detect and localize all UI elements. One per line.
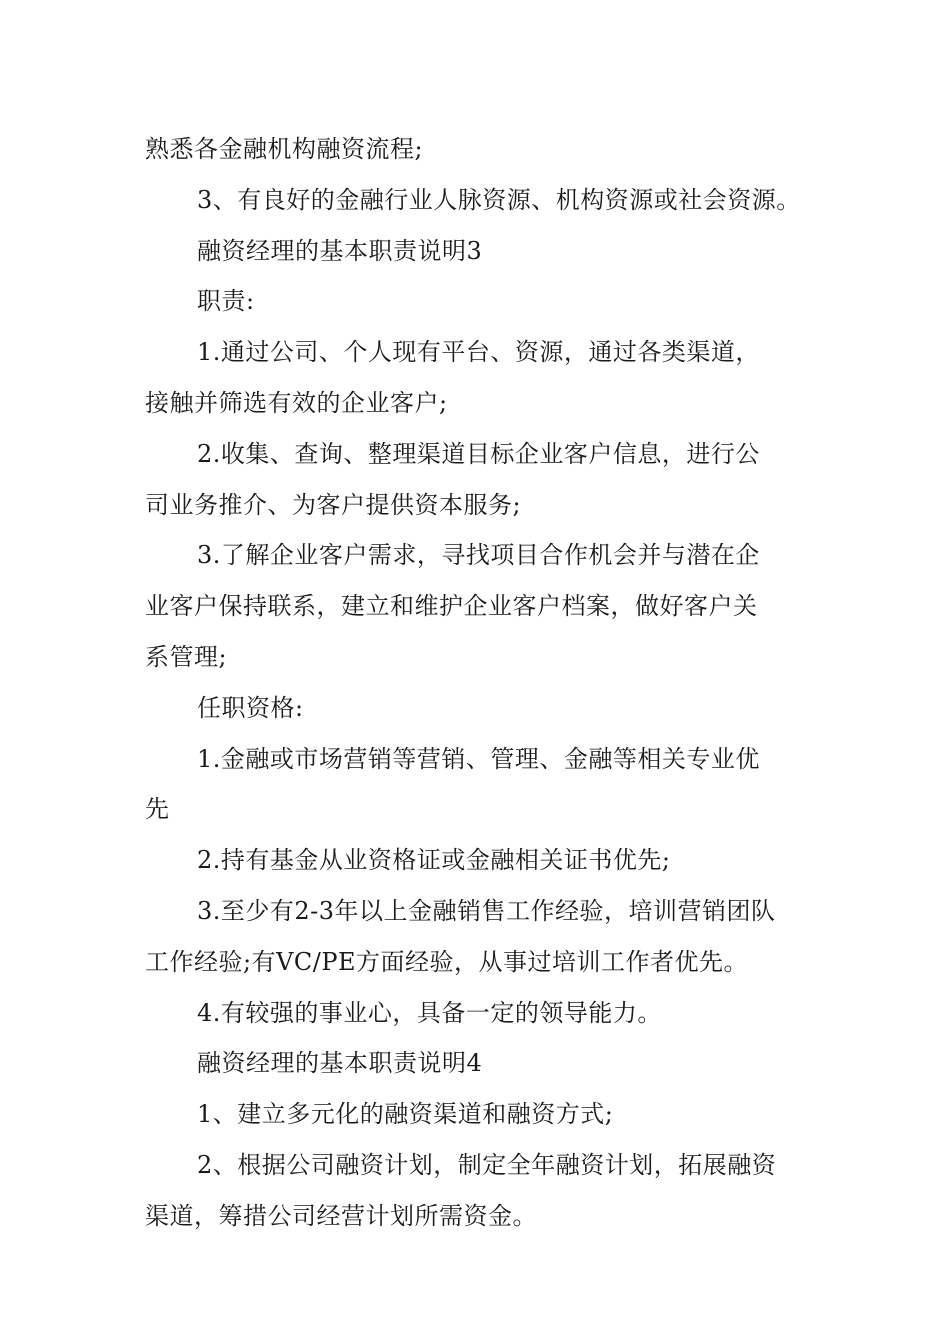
text-line: 1.金融或市场营销等营销、管理、金融等相关专业优: [197, 744, 760, 773]
text-line: 工作经验;有VC/PE方面经验，从事过培训工作者优先。: [145, 947, 749, 976]
text-line: 1、建立多元化的融资渠道和融资方式;: [197, 1100, 614, 1129]
text-line: 熟悉各金融机构融资流程;: [145, 135, 424, 163]
text-line: 3.至少有2-3年以上金融销售工作经验，培训营销团队: [197, 896, 776, 925]
text-line: 先: [145, 795, 170, 824]
text-line: 3.了解企业客户需求，寻找项目合作机会并与潜在企: [197, 541, 760, 570]
document-body: [145, 124, 809, 1242]
subsection-heading: 职责:: [197, 287, 255, 316]
text-line: 2、根据公司融资计划，制定全年融资计划，拓展融资: [197, 1150, 777, 1179]
section-heading: 融资经理的基本职责说明3: [197, 236, 483, 265]
text-line: 2.收集、查询、整理渠道目标企业客户信息，进行公: [197, 439, 760, 468]
text-line: 渠道，筹措公司经营计划所需资金。: [145, 1201, 537, 1230]
text-line: 业客户保持联系，建立和维护企业客户档案，做好客户关: [145, 592, 758, 621]
text-line: 2.持有基金从业资格证或金融相关证书优先;: [197, 846, 671, 875]
text-line: 司业务推介、为客户提供资本服务;: [145, 490, 522, 519]
text-line: 4.有较强的事业心，具备一定的领导能力。: [197, 998, 662, 1027]
text-line: 3、有良好的金融行业人脉资源、机构资源或社会资源。: [197, 185, 801, 214]
text-line: 系管理;: [145, 642, 228, 671]
text-line: 1.通过公司、个人现有平台、资源，通过各类渠道，: [197, 338, 760, 367]
subsection-heading: 任职资格:: [197, 693, 304, 722]
text-line: 接触并筛选有效的企业客户;: [145, 388, 448, 417]
section-heading: 融资经理的基本职责说明4: [197, 1049, 483, 1078]
